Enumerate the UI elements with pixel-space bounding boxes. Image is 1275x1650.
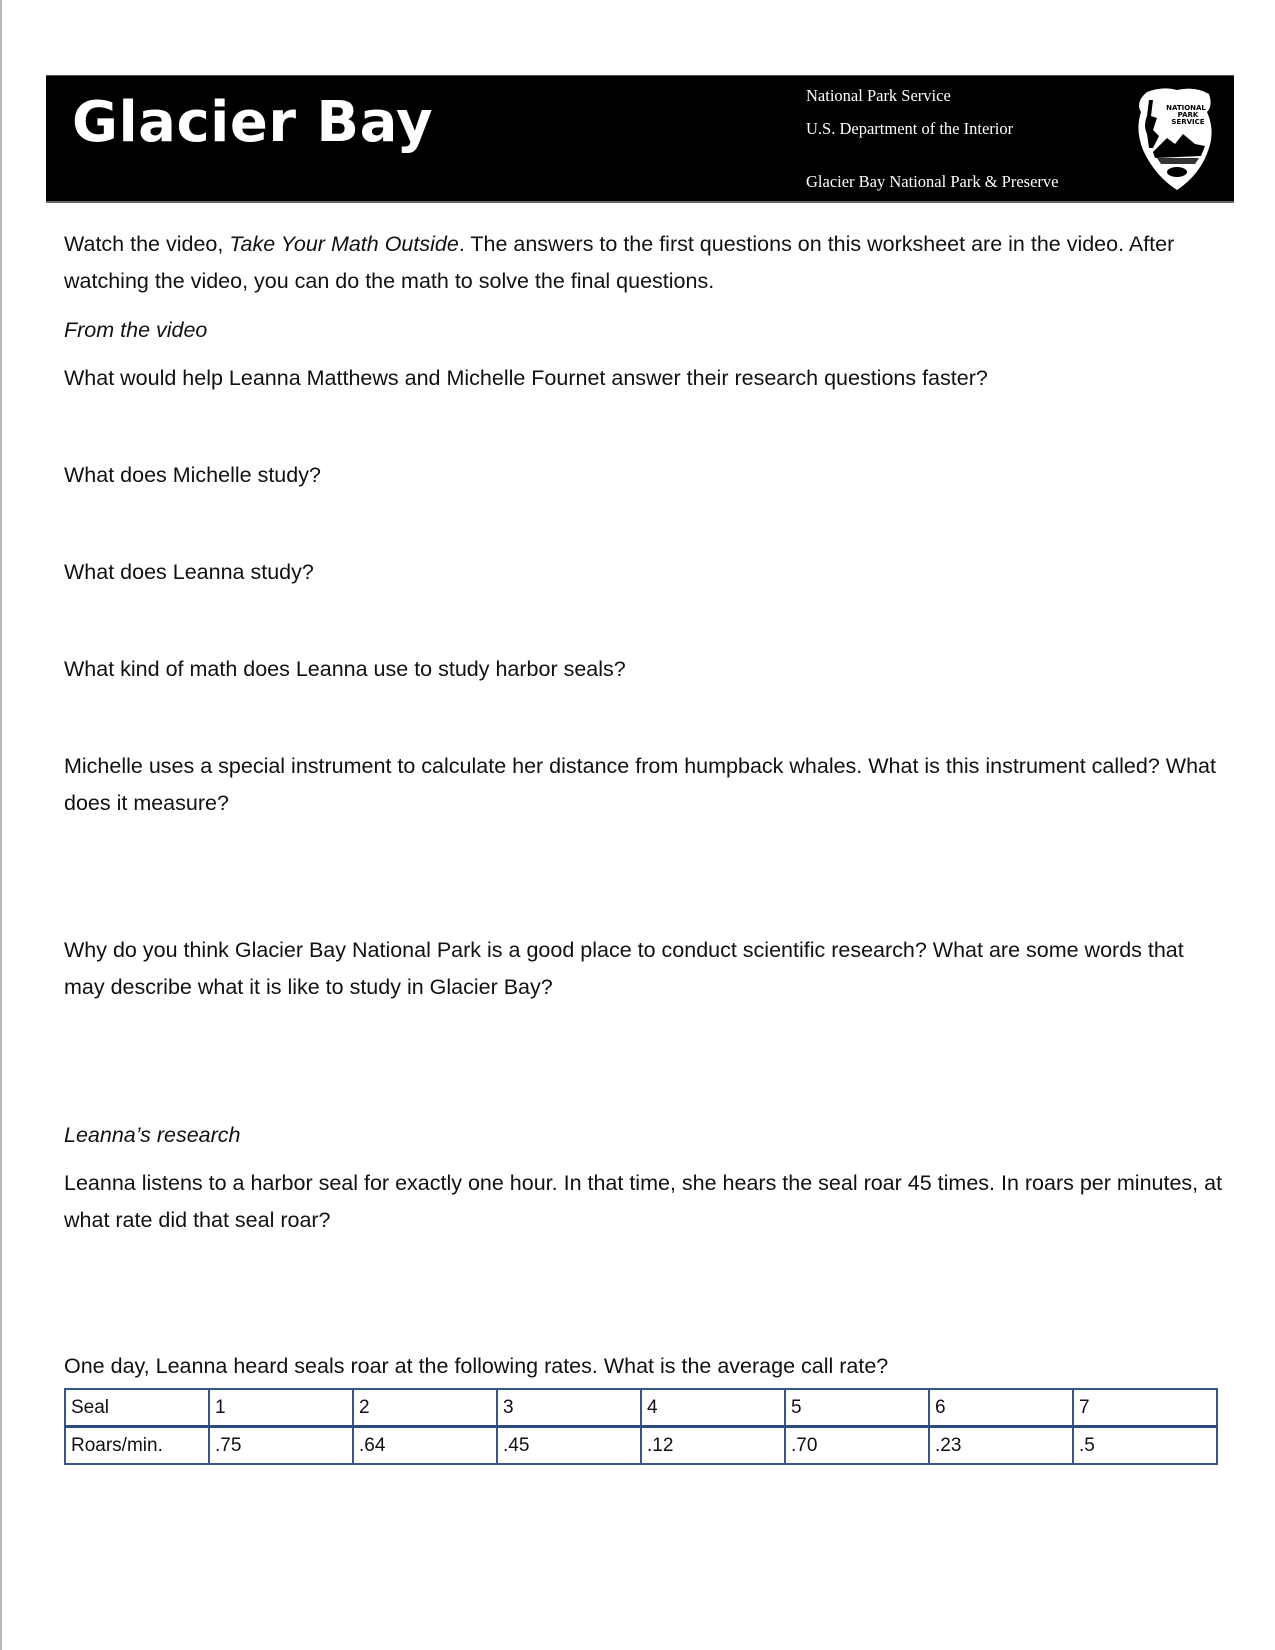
logo-text-park: PARK [1177,111,1199,119]
seal-cell: 2 [353,1389,497,1427]
seal-cell: 1 [209,1389,353,1427]
question-5: Michelle uses a special instrument to calculate her distance from humpback whales. What is this instrument called? What does it measure? [64,754,1216,815]
rate-cell: .12 [641,1427,785,1465]
question-2: What does Michelle study? [64,463,321,487]
page-edge [0,0,2,1650]
seal-cell: 5 [785,1389,929,1427]
section-heading-video: From the video [64,318,208,342]
question-6: Why do you think Glacier Bay National Park is a good place to conduct scientific research? What are some words that may describe what it is like to study in Glacier Bay? [64,938,1184,999]
page-title: Glacier Bay [72,90,434,155]
intro-paragraph [64,226,1224,300]
section-heading-research: Leanna’s research [64,1123,241,1147]
logo-text-service: SERVICE [1171,118,1205,126]
question-4: What kind of math does Leanna use to study harbor seals? [64,657,626,681]
row-header-seal: Seal [65,1389,209,1427]
logo-text-national: NATIONAL [1166,104,1206,112]
seal-cell: 3 [497,1389,641,1427]
seal-cell: 7 [1073,1389,1217,1427]
table-row-seal [65,1389,1217,1427]
question-3: What does Leanna study? [64,560,314,584]
row-header-rate: Roars/min. [65,1427,209,1465]
question-1: What would help Leanna Matthews and Michelle Fournet answer their research questions faster? [64,366,988,390]
question-7: Leanna listens to a harbor seal for exactly one hour. In that time, she hears the seal roar 45 times. In roars per minutes, at what rate did that seal roar? [64,1171,1223,1232]
seal-cell: 6 [929,1389,1073,1427]
header-banner [46,75,1234,203]
table-row-rate [65,1427,1217,1465]
rate-cell: .45 [497,1427,641,1465]
intro-text-rest: . The answers to the first questions on this worksheet are in the video. After watching the video, you can do the math to solve the final questions. [64,232,1175,293]
agency-name: National Park Service [806,86,951,105]
nps-arrowhead-icon [1133,86,1215,193]
rate-cell: .70 [785,1427,929,1465]
rate-cell: .75 [209,1427,353,1465]
rate-cell: .64 [353,1427,497,1465]
park-name: Glacier Bay National Park & Preserve [806,172,1059,191]
seal-cell: 4 [641,1389,785,1427]
department-name: U.S. Department of the Interior [806,119,1014,138]
video-title: Take Your Math Outside [229,232,459,256]
rate-cell: .5 [1073,1427,1217,1465]
rate-cell: .23 [929,1427,1073,1465]
question-8: One day, Leanna heard seals roar at the following rates. What is the average call rate? [64,1354,889,1378]
seal-rate-table [64,1388,1218,1465]
intro-text: Watch the video, [64,232,230,256]
